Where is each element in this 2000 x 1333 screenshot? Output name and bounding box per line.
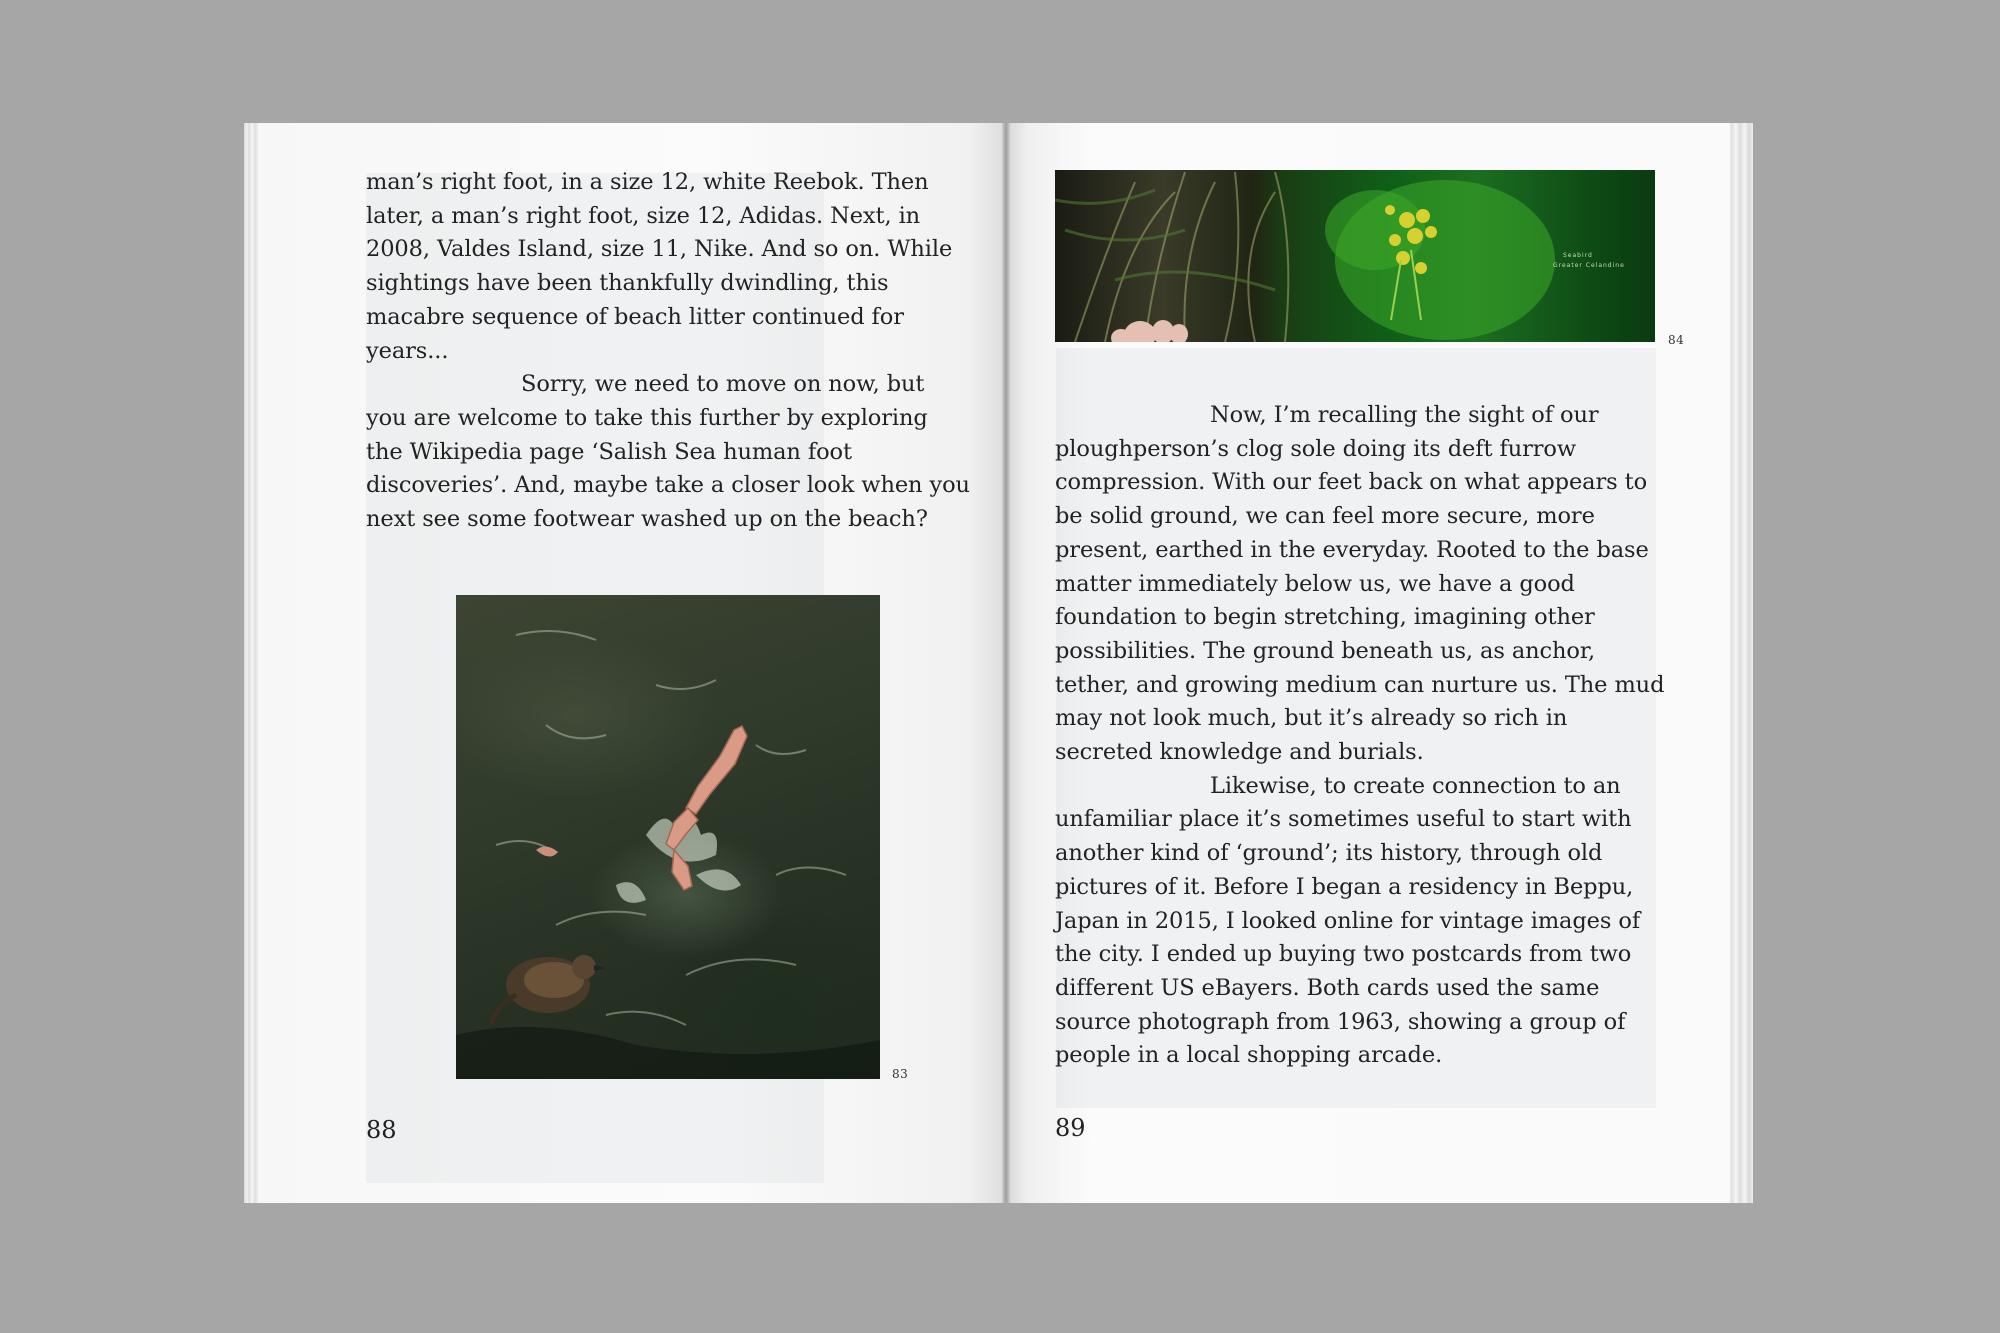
page-number-left: 88 [366,1116,397,1144]
page-edges-right [1727,123,1753,1203]
photo-label-1: Seabird [1563,252,1593,259]
figure-number-84: 84 [1668,333,1685,347]
photo-label-2: Greater Celandine [1553,262,1625,269]
figure-number-83: 83 [892,1067,909,1081]
photo-figure-84 [1055,170,1655,342]
painting-figure-83 [456,595,880,1079]
page-number-right: 89 [1055,1114,1086,1142]
left-paragraph-1: man’s right foot, in a size 12, white Reebok. Then later, a man’s right foot, size 12, Adidas. Next, in 2008, Valdes Island, size 11, Nike. And so on. While sightings have been thankfully dwindling, this macabre sequence of beach litter continued for years... [366,169,953,364]
left-page-body [366,166,970,537]
right-paragraph-2: Likewise, to create connection to an unfamiliar place it’s sometimes useful to start with another kind of ‘ground’; its history, through old pictures of it. Before I began a residency in Beppu, Japan in 2015, I looked online for vintage images of the city. I ended up buying two postcards from two different US eBayers. Both cards used the same source photograph from 1963, showing a group of people in a local shopping arcade. [1055,772,1641,1069]
painting-image [456,595,880,1079]
book-gutter [1002,123,1010,1203]
right-paragraph-1: Now, I’m recalling the sight of our ploughperson’s clog sole doing its deft furrow compression. With our feet back on what appears to be solid ground, we can feel more secure, more present, earthed in the everyday. Rooted to the base matter immediately below us, we have a good foundation to begin stretching, imagining other possibilities. The ground beneath us, as anchor, tether, and growing medium can nurture us. The mud may not look much, but it’s already so rich in secreted knowledge and burials. [1055,402,1665,766]
right-page-body [1055,399,1665,1073]
left-paragraph-2: Sorry, we need to move on now, but you are welcome to take this further by exploring the Wikipedia page ‘Salish Sea human foot discoveries’. And, maybe take a closer look when you next see some footwear washed up on the beach? [366,371,970,533]
